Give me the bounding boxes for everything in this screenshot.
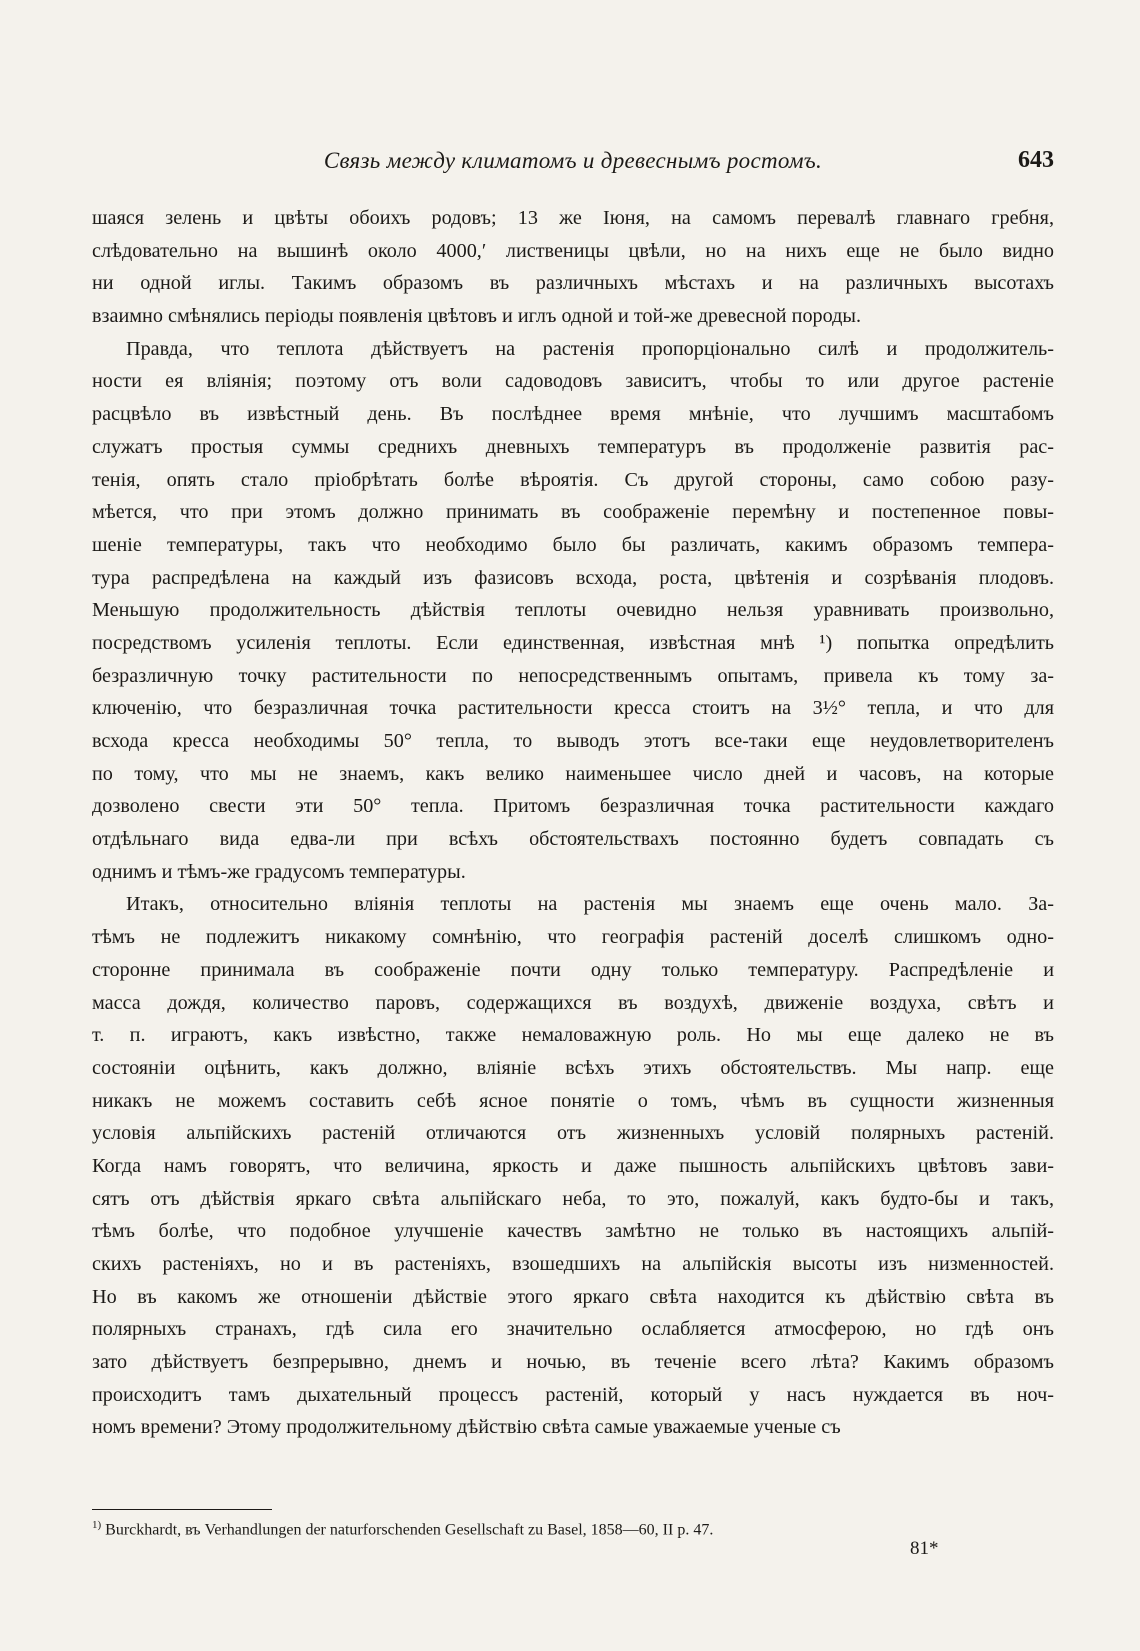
- text-line: шаяся зелень и цвѣты обоихъ родовъ; 13 же Іюня, на самомъ перевалѣ главнаго гребня,: [92, 207, 1054, 229]
- text-line: полярныхъ странахъ, гдѣ сила его значительно ослабляется атмосферою, но гдѣ онъ: [92, 1318, 1054, 1341]
- text-line: скихъ растеніяхъ, но и въ растеніяхъ, взошедшихъ на альпійскія высоты изъ низменностей.: [92, 1253, 1054, 1275]
- text-line: Правда, что теплота дѣйствуетъ на растенія пропорціонально силѣ и продолжитель-: [126, 337, 1054, 360]
- text-line: Когда намъ говорятъ, что величина, яркость и даже пышность альпійскихъ цвѣтовъ зави-: [92, 1154, 1054, 1177]
- text-line: всхода кресса необходимы 50° тепла, то выводъ этотъ все-таки еще неудовлетворителенъ: [92, 730, 1054, 752]
- text-line: тѣмъ не подлежитъ никакому сомнѣнію, что географія растеній доселѣ слишкомъ одно-: [92, 926, 1054, 949]
- text-line: взаимно смѣнялись періоды появленія цвѣтовъ и иглъ одной и той-же древесной породы.: [92, 305, 862, 328]
- page-number: 643: [1018, 147, 1054, 173]
- page-header: [92, 148, 1054, 188]
- text-line: слѣдовательно на вышинѣ около 4000,′ лиственицы цвѣли, но на нихъ еще не было видно: [92, 239, 1054, 262]
- text-line: по тому, что мы не знаемъ, какъ велико наименьшее число дней и часовъ, на которые: [92, 762, 1054, 785]
- text-line: зато дѣйствуетъ безпрерывно, днемъ и ночью, въ теченіе всего лѣта? Какимъ образомъ: [92, 1351, 1054, 1374]
- printer-signature: 81*: [910, 1538, 939, 1559]
- text-line: тѣмъ болѣе, что подобное улучшеніе качествъ замѣтно не только въ настоящихъ альпій-: [92, 1220, 1054, 1243]
- paragraph: [92, 888, 1054, 1444]
- text-line: Но въ какомъ же отношеніи дѣйствіе этого яркаго свѣта находится къ дѣйствію свѣта въ: [92, 1285, 1054, 1308]
- body-text: [92, 202, 1054, 1444]
- text-line: дозволено свести эти 50° тепла. Притомъ безразличная точка растительности каждаго: [92, 795, 1054, 818]
- text-line: тенія, опять стало пріобрѣтать болѣе вѣроятія. Съ другой стороны, само собою разу-: [92, 468, 1054, 491]
- text-line: посредствомъ усиленія теплоты. Если единственная, извѣстная мнѣ ¹) попытка опредѣлить: [92, 631, 1054, 654]
- text-line: мѣется, что при этомъ должно принимать въ соображеніе перемѣну и постепенное повы-: [92, 501, 1054, 524]
- text-line: Итакъ, относительно вліянія теплоты на растенія мы знаемъ еще очень мало. За-: [126, 893, 1054, 916]
- text-line: масса дождя, количество паровъ, содержащихся въ воздухѣ, движеніе воздуха, свѣтъ и: [92, 991, 1054, 1014]
- text-line: отдѣльнаго вида едва-ли при всѣхъ обстоятельствахъ постоянно будетъ совпадать съ: [92, 828, 1054, 851]
- text-line: безразличную точку растительности по непосредственнымъ опытамъ, привела къ тому за-: [92, 664, 1054, 687]
- text-line: Меньшую продолжительность дѣйствія теплоты очевидно нельзя уравнивать произвольно,: [92, 599, 1054, 622]
- footnote-divider: [92, 1509, 272, 1510]
- text-line: никакъ не можемъ составить себѣ ясное понятіе о томъ, чѣмъ въ сущности жизненныя: [92, 1089, 1054, 1112]
- text-line: условія альпійскихъ растеній отличаются отъ жизненныхъ условій полярныхъ растеній.: [92, 1122, 1054, 1145]
- text-line: происходитъ тамъ дыхательный процессъ растеній, который у насъ нуждается въ ноч-: [92, 1383, 1054, 1406]
- text-line: расцвѣло въ извѣстный день. Въ послѣднее время мнѣніе, что лучшимъ масштабомъ: [92, 403, 1054, 426]
- text-line: тура распредѣлена на каждый изъ фазисовъ всхода, роста, цвѣтенія и созрѣванія плодовъ.: [92, 566, 1054, 589]
- text-line: номъ времени? Этому продолжительному дѣйствію свѣта самые уважаемые ученые съ: [92, 1416, 841, 1439]
- text-line: состояніи оцѣнить, какъ должно, вліяніе всѣхъ этихъ обстоятельствъ. Мы напр. еще: [92, 1056, 1054, 1079]
- paragraph: [92, 202, 1054, 333]
- text-line: ни одной иглы. Такимъ образомъ въ различныхъ мѣстахъ и на различныхъ высотахъ: [92, 272, 1054, 295]
- text-line: ности ея вліянія; поэтому отъ воли садоводовъ зависитъ, чтобы то или другое растеніе: [92, 370, 1054, 393]
- text-line: служатъ простыя суммы среднихъ дневныхъ температуръ въ продолженіе развитія рас-: [92, 435, 1054, 458]
- footnote-marker: 1): [92, 1519, 102, 1531]
- footnote-text: Burckhardt, въ Verhandlungen der naturforschenden Gesellschaft zu Basel, 1858—60, II p. 47.: [105, 1521, 714, 1539]
- text-line: ключенію, что безразличная точка растительности кресса стоитъ на 3½° тепла, и что для: [92, 697, 1054, 720]
- text-line: т. п. играютъ, какъ извѣстно, также немаловажную роль. Но мы еще далеко не въ: [92, 1024, 1054, 1047]
- text-line: однимъ и тѣмъ-же градусомъ температуры.: [92, 860, 466, 883]
- running-title: Связь между климатомъ и древеснымъ ростомъ.: [323, 148, 823, 173]
- text-line: шеніе температуры, такъ что необходимо было бы различать, какимъ образомъ темпера-: [92, 533, 1054, 556]
- paragraph: [92, 333, 1054, 889]
- text-line: сторонне принимала въ соображеніе почти одну только температуру. Распредѣленіе и: [92, 958, 1054, 981]
- text-line: сятъ отъ дѣйствія яркаго свѣта альпійскаго неба, то это, пожалуй, какъ будто-бы и такъ,: [92, 1187, 1054, 1210]
